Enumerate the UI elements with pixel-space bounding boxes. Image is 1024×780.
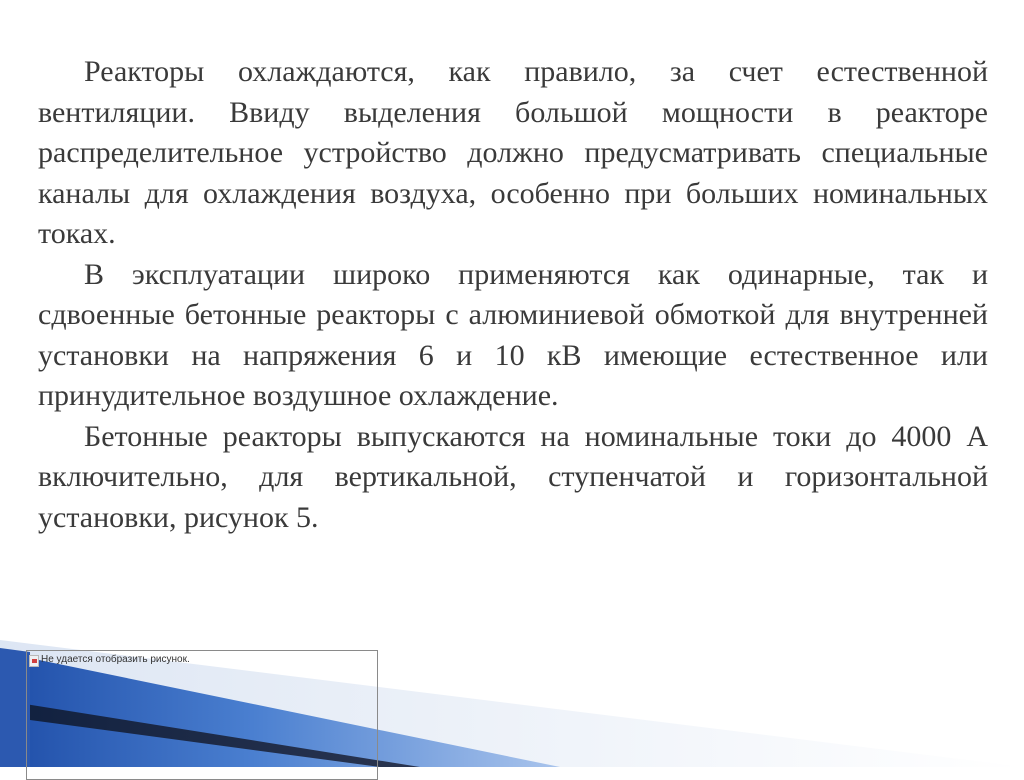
broken-image-message: Не удается отобразить рисунок.: [41, 654, 190, 665]
broken-image-placeholder: [26, 650, 378, 780]
paragraph-cooling: Реакторы охлаждаются, как правило, за счет естественной вентиляции. Ввиду выделения большой мощности в реакторе распределительное устройство должно предусматривать специальные каналы для охлаждения воздуха, особенно при больших номинальных токах.: [38, 55, 988, 250]
paragraph-usage: В эксплуатации широко применяются как одинарные, так и сдвоенные бетонные реакторы с алюминиевой обмоткой для внутренней установки на напряжения 6 и 10 кВ имеющие естественное или принудительное воздушное охлаждение.: [38, 257, 988, 412]
broken-image-icon: [29, 655, 39, 667]
body-text: [38, 52, 988, 538]
paragraph-ratings: Бетонные реакторы выпускаются на номинальные токи до 4000 А включительно, для вертикальной, ступенчатой и горизонтальной установки, рисунок 5.: [38, 419, 988, 534]
